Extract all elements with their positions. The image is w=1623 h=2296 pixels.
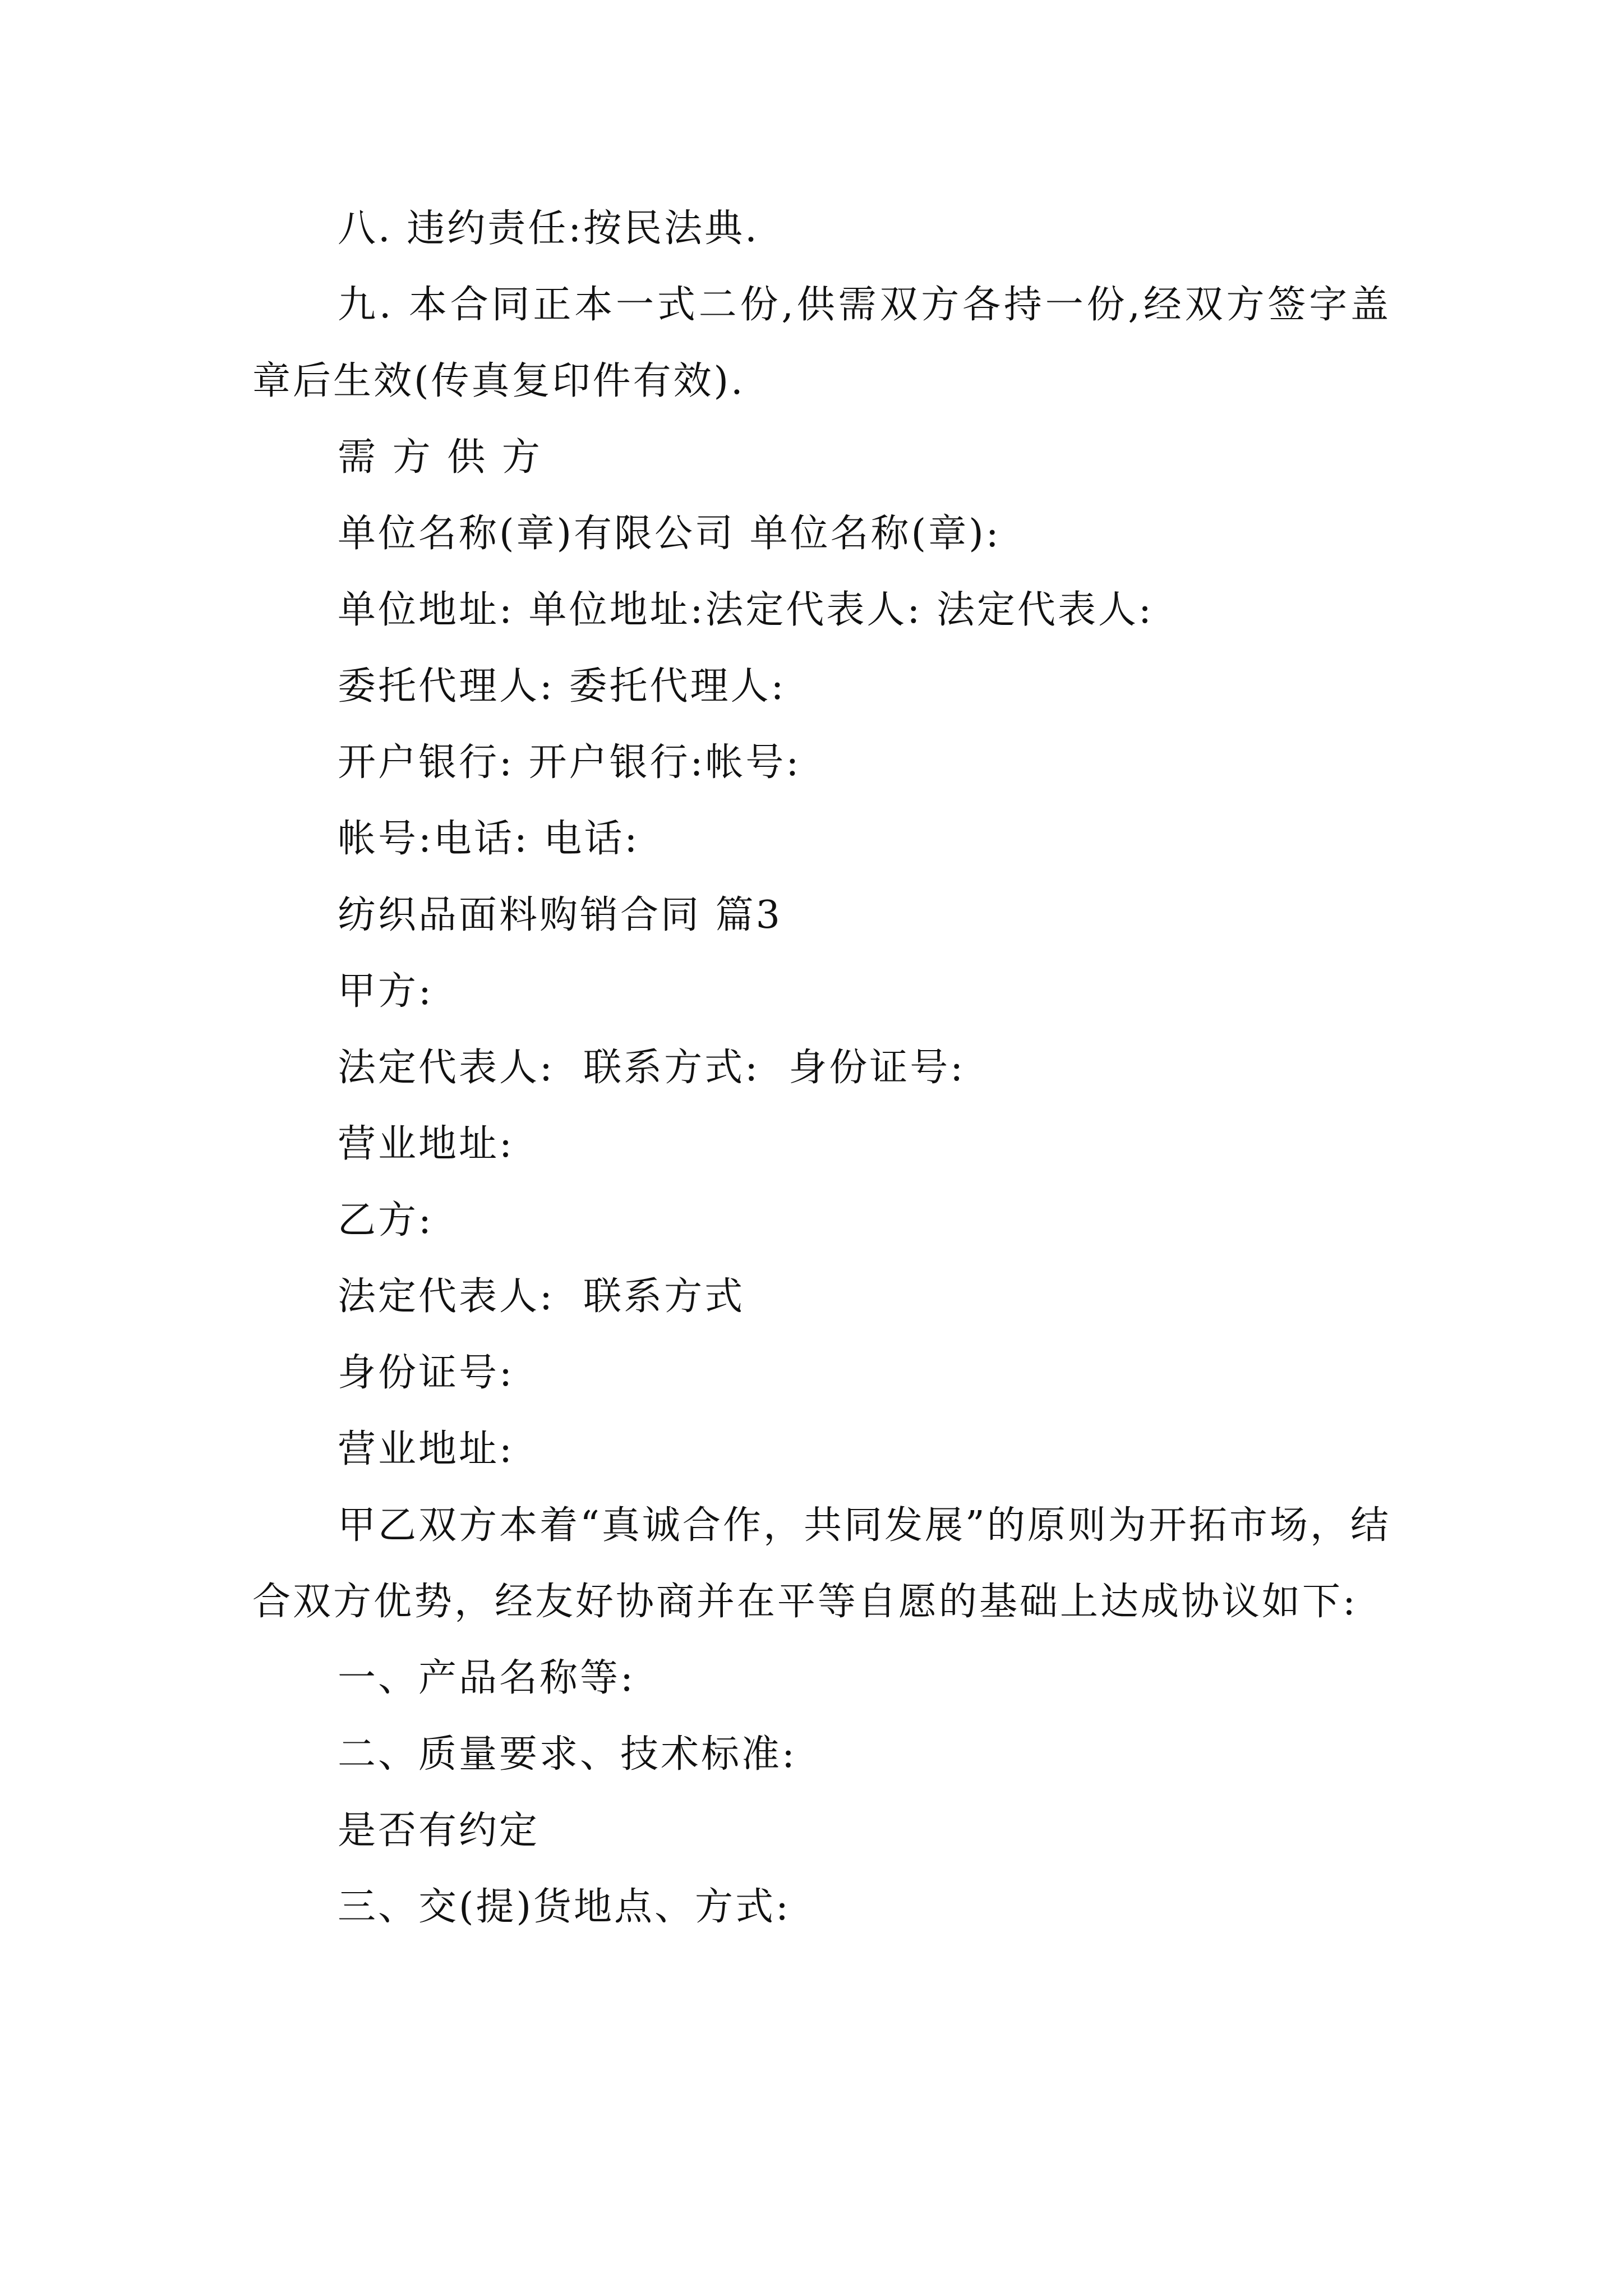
contract-section-title: 纺织品面料购销合同 篇3: [338, 893, 782, 937]
clause-2-quality-standards: 二、质量要求、技术标准:: [338, 1732, 797, 1777]
party-b-id-line: 身份证号:: [338, 1351, 514, 1395]
unit-address-line: 单位地址: 单位地址:法定代表人: 法定代表人:: [338, 588, 1154, 632]
clause-3-delivery-location: 三、交(提)货地点、方式:: [338, 1885, 791, 1929]
document-body: [252, 191, 1391, 1945]
account-phone-line: 帐号:电话: 电话:: [338, 817, 640, 861]
agreement-preamble: 甲乙双方本着“真诚合作，共同发展”的原则为开拓市场，结合双方优势，经友好协商并在平等自愿的基础上达成协议如下:: [252, 1503, 1391, 1624]
party-a-address-line: 营业地址:: [338, 1122, 514, 1166]
agreed-or-not-line: 是否有约定: [338, 1809, 540, 1853]
party-b-representative-line: 法定代表人: 联系方式: [338, 1274, 745, 1319]
party-b-address-line: 营业地址:: [338, 1427, 514, 1471]
party-header-line: 需 方 供 方: [338, 435, 542, 480]
agent-line: 委托代理人: 委托代理人:: [338, 664, 786, 708]
party-a-label: 甲方:: [338, 969, 434, 1014]
clause-1-product-name: 一、产品名称等:: [338, 1656, 635, 1700]
party-b-label: 乙方:: [338, 1198, 434, 1243]
unit-name-line: 单位名称(章)有限公司 单位名称(章):: [338, 512, 1001, 556]
party-a-representative-line: 法定代表人: 联系方式: 身份证号:: [338, 1046, 966, 1090]
clause-8-breach-liability: 八. 违约责任:按民法典.: [338, 206, 759, 251]
bank-line: 开户银行: 开户银行:帐号:: [338, 740, 801, 785]
clause-9-copies-effect: 九. 本合同正本一式二份,供需双方各持一份,经双方签字盖章后生效(传真复印件有效).: [252, 283, 1391, 403]
